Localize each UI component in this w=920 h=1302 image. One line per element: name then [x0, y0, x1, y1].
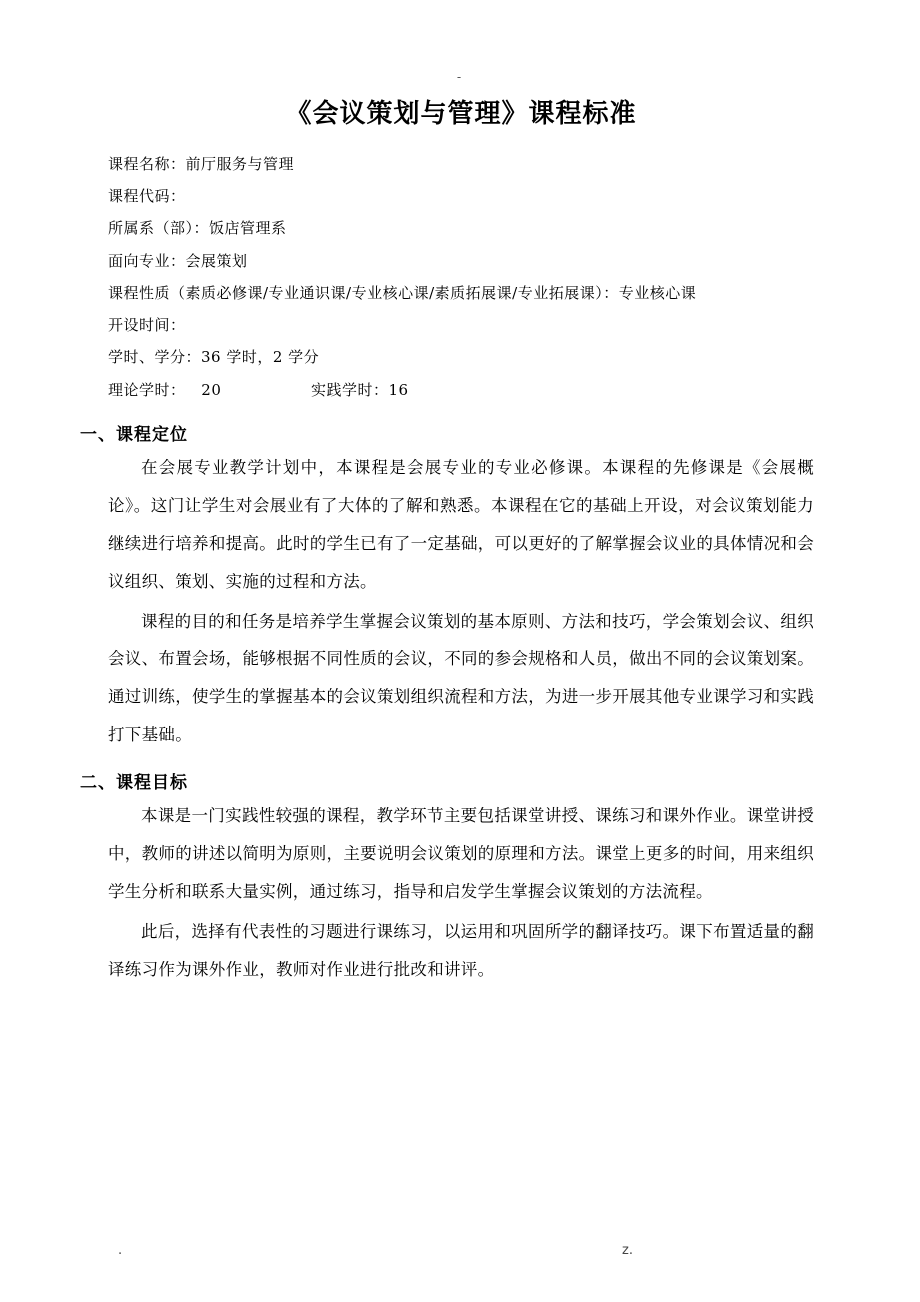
footer-left-mark: . [118, 1243, 123, 1258]
section-heading-course-positioning: 一、课程定位 [80, 424, 188, 445]
meta-course-nature: 课程性质（素质必修课/专业通识课/专业核心课/素质拓展课/专业拓展课）：专业核心课 [108, 283, 697, 302]
meta-start-time: 开设时间： [108, 316, 186, 335]
paragraph-objectives-1: 本课是一门实践性较强的课程，教学环节主要包括课堂讲授、课练习和课外作业。课堂讲授中，教师的讲述以简明为原则，主要说明会议策划的原理和方法。课堂上更多的时间，用来组织学生分析和联系大量实例，通过练习，指导和启发学生掌握会议策划的方法流程。 [108, 806, 814, 902]
section-heading-course-objectives: 二、课程目标 [80, 773, 188, 794]
document-content [80, 98, 814, 991]
meta-course-name: 课程名称：前厅服务与管理 [108, 154, 295, 173]
meta-hours-credits: 学时、学分：36 学时，2 学分 [108, 348, 320, 367]
paragraph-positioning-2: 课程的目的和任务是培养学生掌握会议策划的基本原则、方法和技巧，学会策划会议、组织会议、布置会场，能够根据不同性质的会议，不同的参会规格和人员，做出不同的会议策划案。通过训练，使学生的掌握基本的会议策划组织流程和方法，为进一步开展其他专业课学习和实践打下基础。 [108, 611, 814, 745]
footer-right-mark: z. [622, 1243, 633, 1258]
meta-department: 所属系（部）：饭店管理系 [108, 219, 287, 238]
paragraph-objectives-2: 此后，选择有代表性的习题进行课练习，以运用和巩固所学的翻译技巧。课下布置适量的翻译练习作为课外作业，教师对作业进行批改和讲评。 [108, 922, 814, 980]
meta-course-code: 课程代码： [108, 187, 186, 206]
meta-theory-practice-hours: 理论学时： 20 实践学时：16 [108, 380, 409, 399]
course-meta-list [108, 148, 814, 406]
meta-major: 面向专业：会展策划 [108, 251, 248, 270]
page-title: 《会议策划与管理》课程标准 [285, 99, 637, 129]
page-header-mark: - [456, 70, 464, 84]
paragraph-positioning-1: 在会展专业教学计划中，本课程是会展专业的专业必修课。本课程的先修课是《会展概论》。这门让学生对会展业有了大体的了解和熟悉。本课程在它的基础上开设，对会议策划能力继续进行培养和提高。此时的学生已有了一定基础，可以更好的了解掌握会议业的具体情况和会议组织、策划、实施的过程和方法。 [108, 457, 814, 591]
